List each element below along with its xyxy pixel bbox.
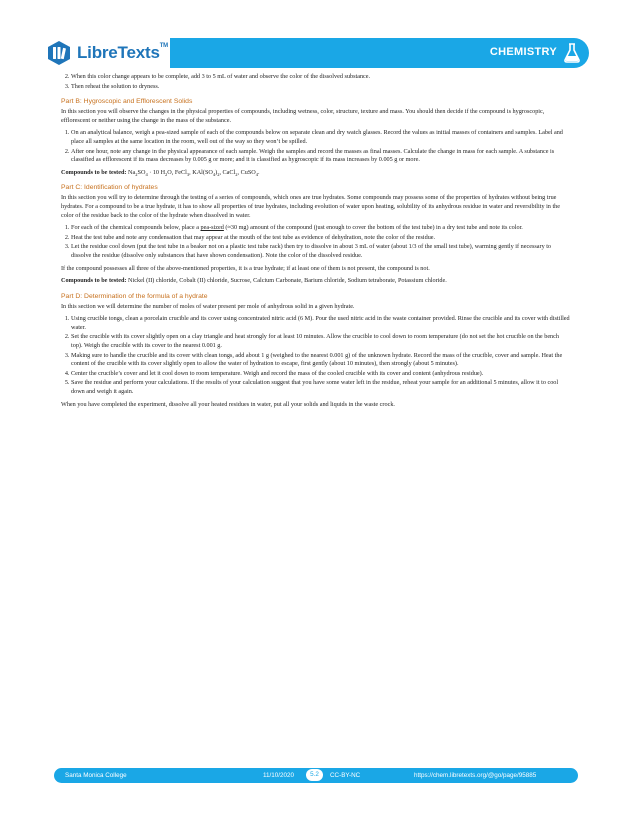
page-footer	[54, 768, 578, 783]
part-b-steps-list	[61, 129, 570, 164]
libretexts-hexagon-icon	[46, 40, 72, 66]
part-d-steps-list	[61, 315, 570, 396]
list-item: 1. On an analytical balance, weigh a pea-sized sample of each of the compounds below on separate clean and dry watch glasses. Record the values as initial masses of containers and samples. Label and place all samples at the same location in the room, well out of the way so they won’t be spilled.	[71, 129, 570, 146]
list-item: 1. For each of the chemical compounds below, place a pea-sized (≈30 mg) amount of the compound (just enough to cover the bottom of the test tube) in a dry test tube and note its color.	[71, 224, 570, 233]
footer-college: Santa Monica College	[65, 771, 127, 779]
compound-formulas: $Na_2SO_4 \cdot 10$ $H_2O$, FeCl$_3$, $KAl(SO_4)_2$, CaCl$_2$, CuSO$_4$.	[128, 168, 260, 177]
part-b-intro: In this section you will observe the changes in the physical properties of compounds, including wetness, color, structure, texture and mass. You should then decide if the compound is hygroscopic, efflorescent or neither using the change in the mass of the substance.	[61, 108, 545, 124]
footer-license[interactable]: CC-BY-NC	[330, 771, 361, 779]
list-item: 3. Then reheat the solution to dryness.	[71, 83, 570, 92]
list-item: 2. When this color change appears to be complete, add 3 to 5 mL of water and observe the color of the dissolved substance.	[71, 73, 570, 82]
footer-page-number: 5.2	[306, 769, 323, 781]
flask-icon	[563, 43, 581, 63]
list-item: 4. Center the crucible’s cover and let it cool down to room temperature. Weigh and record the mass of the cooled crucible with its cover and content (anhydrous residue).	[71, 370, 570, 379]
part-c-compounds: Compounds to be tested: Nickel (II) chloride, Cobalt (II) chloride, Sucrose, Calcium Carbonate, Barium chloride, Sodium tetraborate, Potassium chloride.	[61, 277, 447, 285]
subject-label[interactable]: CHEMISTRY	[489, 46, 557, 58]
page-header	[44, 38, 589, 68]
list-item: 1. Using crucible tongs, clean a porcelain crucible and its cover using concentrated nitric acid (6 M). Pour the used nitric acid in the waste container provided. Rinse the crucible and its cover with distilled water.	[71, 315, 570, 332]
closing-instruction: When you have completed the experiment, dissolve all your heated residues in water, put all your solids and liquids in the waste crock.	[61, 400, 395, 408]
footer-date: 11/10/2020	[263, 771, 295, 779]
list-item: 2. Set the crucible with its cover slightly open on a clay triangle and heat strongly for at least 10 minutes. Allow the crucible to cool down to room temperature (do not set the hot crucible on the bench top). Weigh the crucible with its cover to the nearest 0.001 g.	[71, 333, 570, 350]
part-b-heading: Part B: Hygroscopic and Efflorescent Solids	[61, 98, 193, 106]
list-item: 3. Let the residue cool down (put the test tube in a beaker not on a plastic test tube rack) then try to dissolve in about 3 mL of water (about 1/3 of the small test tube), warming gently if necessary to dissolve the residue (dissolve only substances that have shown condensation). Note the color of the dissolved residue.	[71, 243, 570, 260]
part-b-compounds	[61, 169, 570, 178]
logo-text: LibreTexts™	[77, 43, 168, 62]
part-c-heading: Part C: Identification of hydrates	[61, 184, 158, 192]
part-c-note: If the compound possesses all three of the above-mentioned properties, it is a true hydrate; if at least one of them is not present, the compound is not.	[61, 264, 430, 272]
footer-url-link[interactable]: https://chem.libretexts.org/@go/page/95885	[414, 771, 537, 779]
part-c-intro: In this section you will try to determine through the testing of a series of compounds, which ones are true hydrates. Some compounds may possess some of the properties of hydrates without being true hydrates. For a compound to be a true hydrate, it has to show all properties of true hydrates, including evolution of water upon heating, solubility of its anhydrous residue in water and reversibility in the color of the residue back to the color of the hydrate when dissolved in water.	[61, 194, 561, 219]
list-item: 3. Making sure to handle the crucible and its cover with clean tongs, add about 1 g (weighed to the nearest 0.001 g) of the unknown hydrate. Record the mass of the crucible, cover and sample. Heat the content of the crucible with its cover slightly open to allow the water of hydration to escape, first gently (about 10 minutes), then strongly (about 5 minutes).	[71, 352, 570, 369]
part-d-heading: Part D: Determination of the formula of a hydrate	[61, 292, 208, 300]
list-item: 5. Save the residue and perform your calculations. If the results of your calculation suggest that you have some water left in the residue, reheat your sample for an additional 5 minutes, allow it to cool down and weigh it again.	[71, 379, 570, 396]
part-c-steps-list	[61, 224, 570, 260]
compounds-label: Compounds to be tested:	[61, 168, 127, 176]
list-item: 2. Heat the test tube and note any condensation that may appear at the mouth of the test tube as evidence of dehydration, note the color of the residue.	[71, 234, 570, 243]
part-d-intro: In this section we will determine the number of moles of water present per mole of anhydrous solid in a given hydrate.	[61, 302, 355, 310]
list-item: 2. After one hour, note any change in the physical appearance of each sample. Weigh the samples and record the masses as final masses. Calculate the change in mass for each sample. A substance is classified as efflorescent if its mass decreases by 0.005 g or more; and it is classified as hygroscopic if its mass increases by 0.005 g or more.	[71, 148, 570, 165]
intro-steps-list	[61, 73, 570, 91]
subject-banner	[170, 38, 589, 68]
document-body	[61, 73, 570, 413]
